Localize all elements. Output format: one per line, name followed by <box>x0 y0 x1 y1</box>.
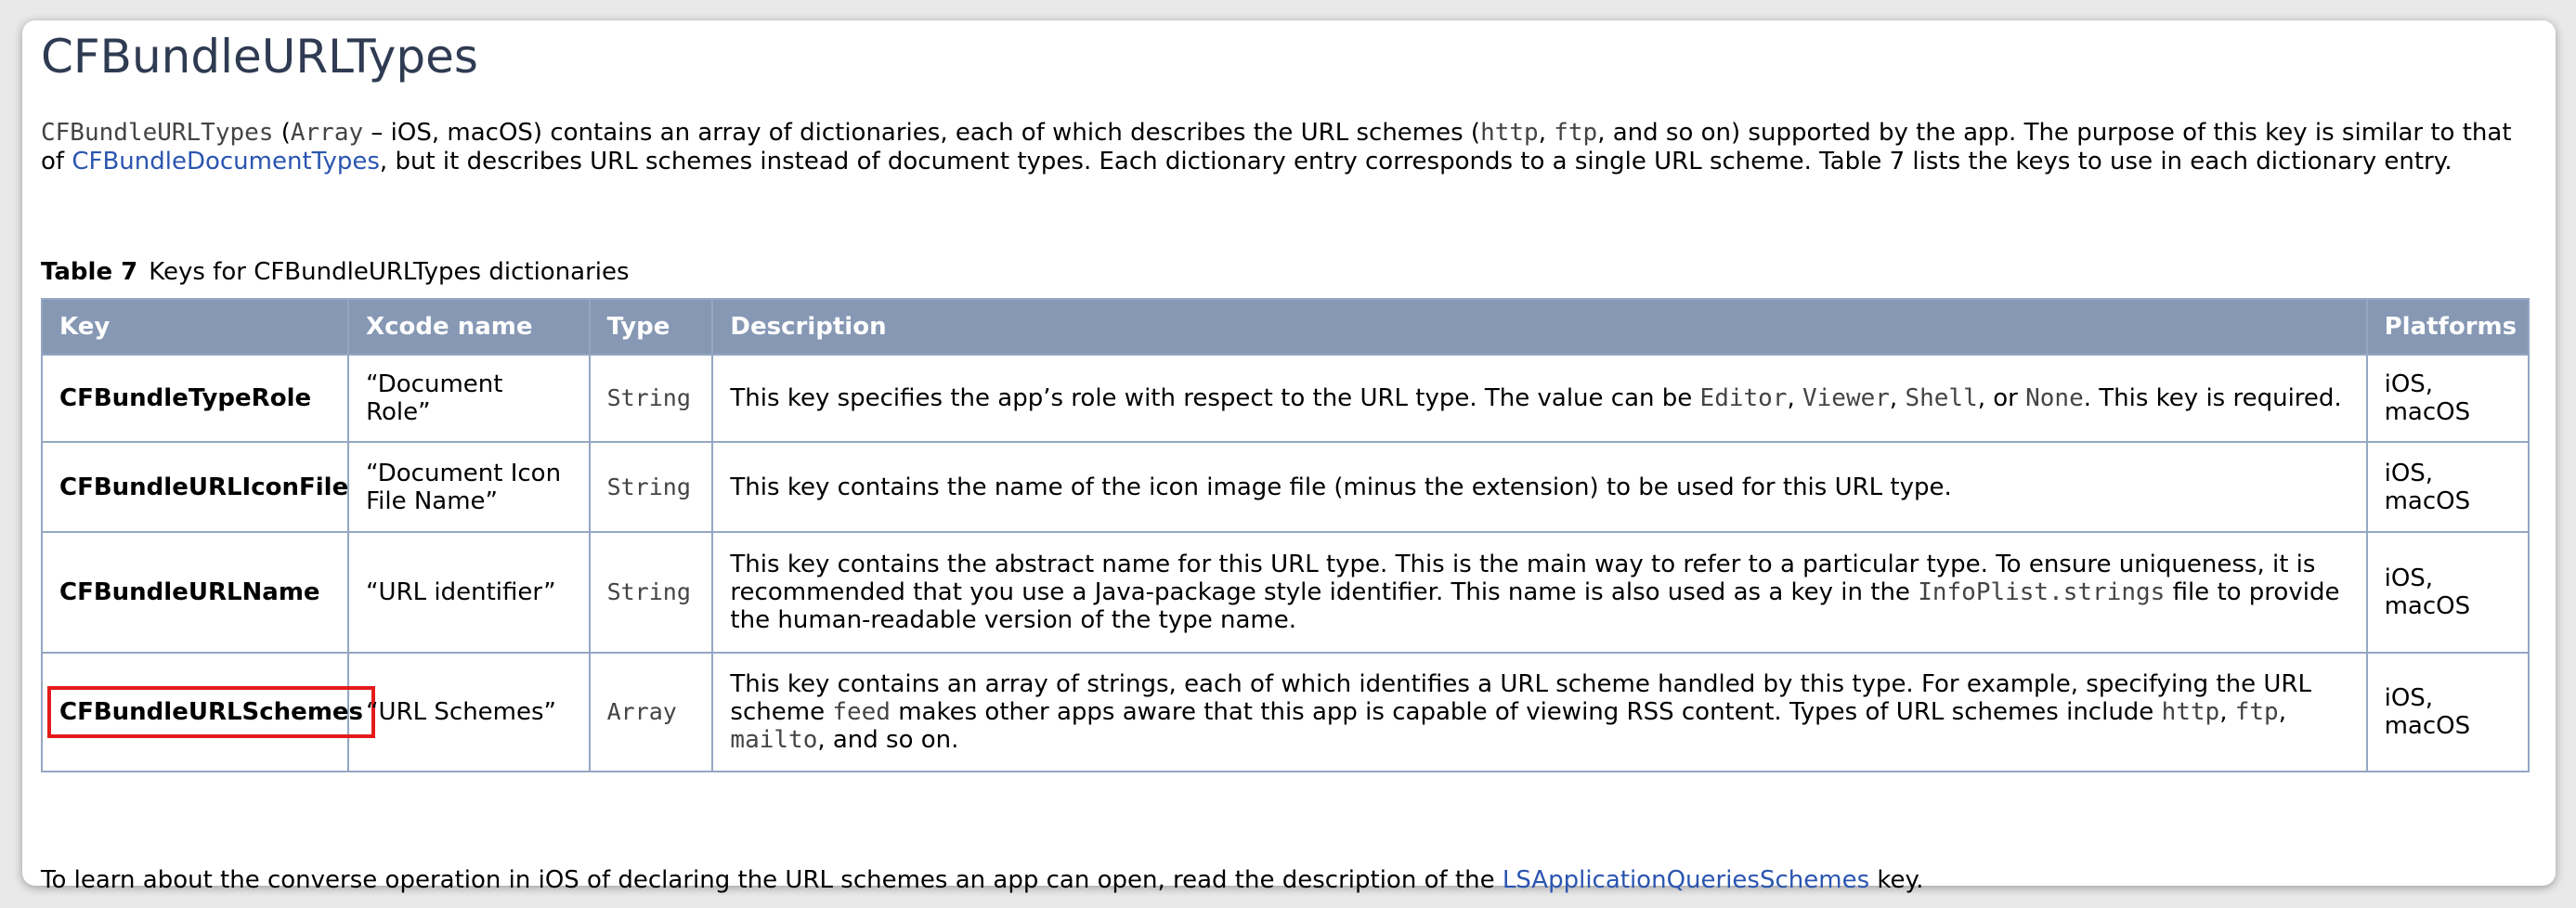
intro-type-code: Array <box>290 119 364 147</box>
intro-scheme-ftp: ftp <box>1554 119 1598 147</box>
xcode-name-cell: “Document Role” <box>348 355 589 442</box>
outro-paragraph: To learn about the converse operation in iOS of declaring the URL schemes an app can open, read the description of the LSApplicationQueriesSchemes key. <box>41 866 1924 894</box>
intro-scheme-http: http <box>1480 119 1539 147</box>
table-row <box>42 442 2529 532</box>
key-cell: CFBundleURLIconFile <box>42 442 348 532</box>
col-header-type: Type <box>590 299 713 355</box>
scheme-feed-code: feed <box>832 698 891 726</box>
value-shell: Shell <box>1905 384 1978 412</box>
table-caption-label: Table 7 <box>41 258 138 286</box>
xcode-name-cell: “URL identifier” <box>348 532 589 653</box>
type-cell: Array <box>590 653 713 772</box>
intro-key-code: CFBundleURLTypes <box>41 119 274 147</box>
keys-table <box>41 298 2530 772</box>
highlighted-key: CFBundleURLSchemes <box>59 698 364 726</box>
type-cell: String <box>590 355 713 442</box>
type-cell: String <box>590 442 713 532</box>
cfbundledocumenttypes-link[interactable]: CFBundleDocumentTypes <box>72 148 380 175</box>
value-editor: Editor <box>1699 384 1788 412</box>
description-cell: This key contains an array of strings, each of which identifies a URL scheme handled by this type. For example, specifying the URL scheme feed makes other apps aware that this app is capable of viewing RSS content. Types of URL schemes include http, ftp, mailto, and so on. <box>712 653 2366 772</box>
col-header-key: Key <box>42 299 348 355</box>
table-row <box>42 653 2529 772</box>
col-header-platforms: Platforms <box>2367 299 2529 355</box>
key-cell: CFBundleTypeRole <box>42 355 348 442</box>
value-none: None <box>2025 384 2084 412</box>
platforms-cell: iOS, macOS <box>2367 355 2529 442</box>
scheme-http-code: http <box>2161 698 2220 726</box>
col-header-xcode-name: Xcode name <box>348 299 589 355</box>
table-row <box>42 355 2529 442</box>
col-header-description: Description <box>712 299 2366 355</box>
scheme-ftp-code: ftp <box>2234 698 2279 726</box>
table-row <box>42 532 2529 653</box>
xcode-name-cell: “URL Schemes” <box>348 653 589 772</box>
table-header-row <box>42 299 2529 355</box>
value-viewer: Viewer <box>1802 384 1890 412</box>
lsapplicationqueriesschemes-link[interactable]: LSApplicationQueriesSchemes <box>1502 866 1870 894</box>
platforms-cell: iOS, macOS <box>2367 532 2529 653</box>
description-cell: This key contains the name of the icon image file (minus the extension) to be used for this URL type. <box>712 442 2366 532</box>
table-caption <box>41 258 630 286</box>
key-cell: CFBundleURLName <box>42 532 348 653</box>
description-cell: This key specifies the app’s role with respect to the URL type. The value can be Editor, Viewer, Shell, or None. This key is required. <box>712 355 2366 442</box>
intro-paragraph: CFBundleURLTypes (Array – iOS, macOS) contains an array of dictionaries, each of which describes the URL schemes (http, ftp, and so on) supported by the app. The purpose of this key is similar to that of CFBundleDocumentTypes, but it describes URL schemes instead of document types. Each dictionary entry corresponds to a single URL scheme. Table 7 lists the keys to use in each dictionary entry. <box>41 119 2512 175</box>
scheme-mailto-code: mailto <box>730 726 818 754</box>
document-card <box>22 20 2556 894</box>
xcode-name-cell: “Document Icon File Name” <box>348 442 589 532</box>
page-title: CFBundleURLTypes <box>41 30 478 84</box>
platforms-cell: iOS, macOS <box>2367 442 2529 532</box>
infoplist-strings-code: InfoPlist.strings <box>1918 578 2166 606</box>
type-cell: String <box>590 532 713 653</box>
description-cell: This key contains the abstract name for this URL type. This is the main way to refer to a particular type. To ensure uniqueness, it is recommended that you use a Java-package style identifier. This name is also used as a key in the InfoPlist.strings file to provide the human-readable version of the type name. <box>712 532 2366 653</box>
key-cell <box>42 653 364 772</box>
table-caption-text: Keys for CFBundleURLTypes dictionaries <box>149 258 630 286</box>
platforms-cell: iOS, macOS <box>2367 653 2529 772</box>
